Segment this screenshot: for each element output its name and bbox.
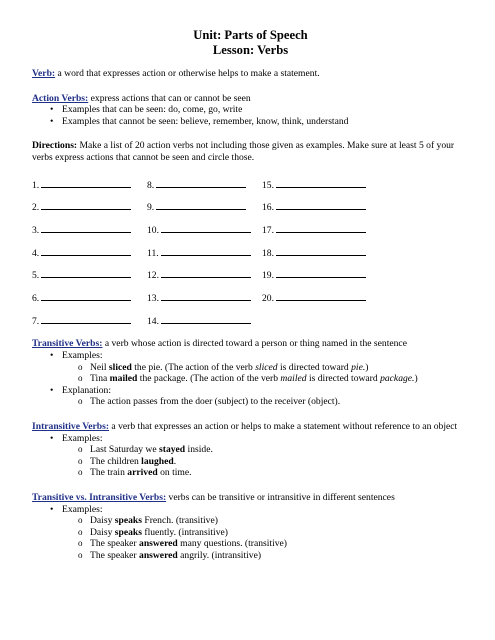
- answer-blank[interactable]: [161, 268, 251, 278]
- answer-blank[interactable]: [276, 268, 366, 278]
- blank-number: 9.: [147, 202, 155, 214]
- blank-number: 2.: [32, 202, 40, 214]
- list-item: o Daisy speaks fluently. (intransitive): [78, 527, 469, 539]
- list-item: • Examples that cannot be seen: believe, remember, know, think, understand: [52, 116, 469, 128]
- blank-number: 13.: [147, 293, 159, 304]
- page-title: [32, 28, 469, 57]
- list-item: • Examples that can be seen: do, come, go, write: [52, 104, 469, 116]
- list-item: o Daisy speaks French. (transitive): [78, 515, 469, 527]
- blank-row: [32, 314, 469, 337]
- blank-row: [32, 291, 469, 314]
- answer-blank[interactable]: [276, 178, 366, 188]
- list-item: o The action passes from the doer (subject) to the receiver (object).: [78, 396, 469, 408]
- action-verbs-text: express actions that can or cannot be seen: [88, 92, 251, 104]
- list-item: o The train arrived on time.: [78, 467, 469, 479]
- transitive-section: [32, 338, 469, 408]
- answer-blank[interactable]: [161, 291, 251, 301]
- list-item: o Tina mailed the package. (The action of the verb mailed is directed toward package.): [78, 373, 469, 385]
- transitive-term: Transitive Verbs:: [32, 338, 103, 350]
- list-item: o The children laughed.: [78, 456, 469, 468]
- action-verbs-term: Action Verbs:: [32, 92, 89, 104]
- blank-number: 12.: [147, 270, 159, 282]
- blank-number: 16.: [262, 202, 274, 214]
- answer-blank[interactable]: [161, 223, 251, 233]
- blank-number: 7.: [32, 315, 40, 327]
- answer-blank[interactable]: [41, 246, 131, 256]
- directions-text: Make a list of 20 action verbs not including those given as examples. Make sure at least 5 of your verbs express actions that cannot be seen and circle those.: [32, 140, 455, 163]
- blank-number: 3.: [32, 224, 40, 236]
- answer-blank[interactable]: [161, 246, 251, 256]
- blank-number: 5.: [32, 270, 40, 282]
- blank-row: [32, 268, 469, 291]
- lesson-title: Lesson: Verbs: [212, 42, 289, 57]
- unit-title: Unit: Parts of Speech: [193, 28, 308, 42]
- answer-blank[interactable]: [156, 178, 246, 188]
- list-item: • Examples: o Neil sliced the pie. (The action of the verb sliced is directed toward pie.) o Tina mailed the package. (The action of the verb mailed is directed toward package.): [52, 350, 469, 385]
- answer-blank[interactable]: [41, 200, 131, 210]
- list-item: o The speaker answered angrily. (intransitive): [78, 550, 469, 562]
- intransitive-text: a verb that expresses an action or helps to make a statement without reference to an object: [109, 420, 458, 432]
- blank-number: 1.: [32, 179, 40, 191]
- list-item: o Neil sliced the pie. (The action of the verb sliced is directed toward pie.): [78, 362, 469, 374]
- directions-label: Directions:: [32, 140, 78, 152]
- list-item: o Last Saturday we stayed inside.: [78, 444, 469, 456]
- intransitive-section: [32, 421, 469, 479]
- list-item: o The speaker answered many questions. (transitive): [78, 538, 469, 550]
- blank-row: [32, 178, 469, 201]
- verb-term: Verb:: [32, 68, 56, 79]
- blank-number: 18.: [262, 247, 274, 259]
- answer-blank[interactable]: [41, 314, 131, 324]
- answer-blank[interactable]: [156, 200, 246, 210]
- transitive-vs-intransitive-section: [32, 492, 469, 562]
- answer-blank[interactable]: [276, 291, 366, 301]
- answer-blank[interactable]: [276, 246, 366, 256]
- intransitive-term: Intransitive Verbs:: [32, 420, 110, 432]
- answer-blank[interactable]: [41, 291, 131, 301]
- answer-blank[interactable]: [41, 268, 131, 278]
- list-item: • Examples: o Last Saturday we stayed inside. o The children laughed. o The train arrived on time.: [52, 433, 469, 479]
- transitive-text: a verb whose action is directed toward a person or thing named in the sentence: [102, 338, 407, 350]
- blank-number: 8.: [147, 179, 155, 191]
- list-item: • Explanation: o The action passes from the doer (subject) to the receiver (object).: [52, 385, 469, 408]
- answer-blank[interactable]: [276, 200, 366, 210]
- blank-number: 11.: [147, 247, 159, 259]
- answer-blank[interactable]: [41, 223, 131, 233]
- versus-text: verbs can be transitive or intransitive in different sentences: [166, 491, 395, 503]
- list-item: • Examples: o Daisy speaks French. (transitive) o Daisy speaks fluently. (intransitive) o The speaker answered many questions. (transitive) o The speaker answered angrily. (intransitive): [52, 504, 469, 562]
- blank-number: 17.: [262, 224, 274, 236]
- directions: [32, 140, 469, 163]
- verb-definition: [32, 68, 469, 80]
- blank-number: 4.: [32, 247, 40, 259]
- action-verbs-section: [32, 93, 469, 128]
- answer-blanks-grid: [32, 178, 469, 337]
- answer-blank[interactable]: [276, 223, 366, 233]
- answer-blank[interactable]: [41, 178, 131, 188]
- blank-row: [32, 200, 469, 223]
- blank-number: 14.: [147, 315, 159, 327]
- blank-number: 19.: [262, 270, 274, 282]
- blank-number: 6.: [32, 293, 40, 304]
- answer-blank[interactable]: [161, 314, 251, 324]
- versus-term: Transitive vs. Intransitive Verbs:: [32, 491, 167, 503]
- blank-number: 10.: [147, 224, 159, 236]
- blank-row: [32, 246, 469, 269]
- verb-definition-text: a word that expresses action or otherwise helps to make a statement.: [55, 68, 320, 79]
- blank-row: [32, 223, 469, 246]
- blank-number: 20.: [262, 293, 274, 304]
- blank-number: 15.: [262, 179, 274, 191]
